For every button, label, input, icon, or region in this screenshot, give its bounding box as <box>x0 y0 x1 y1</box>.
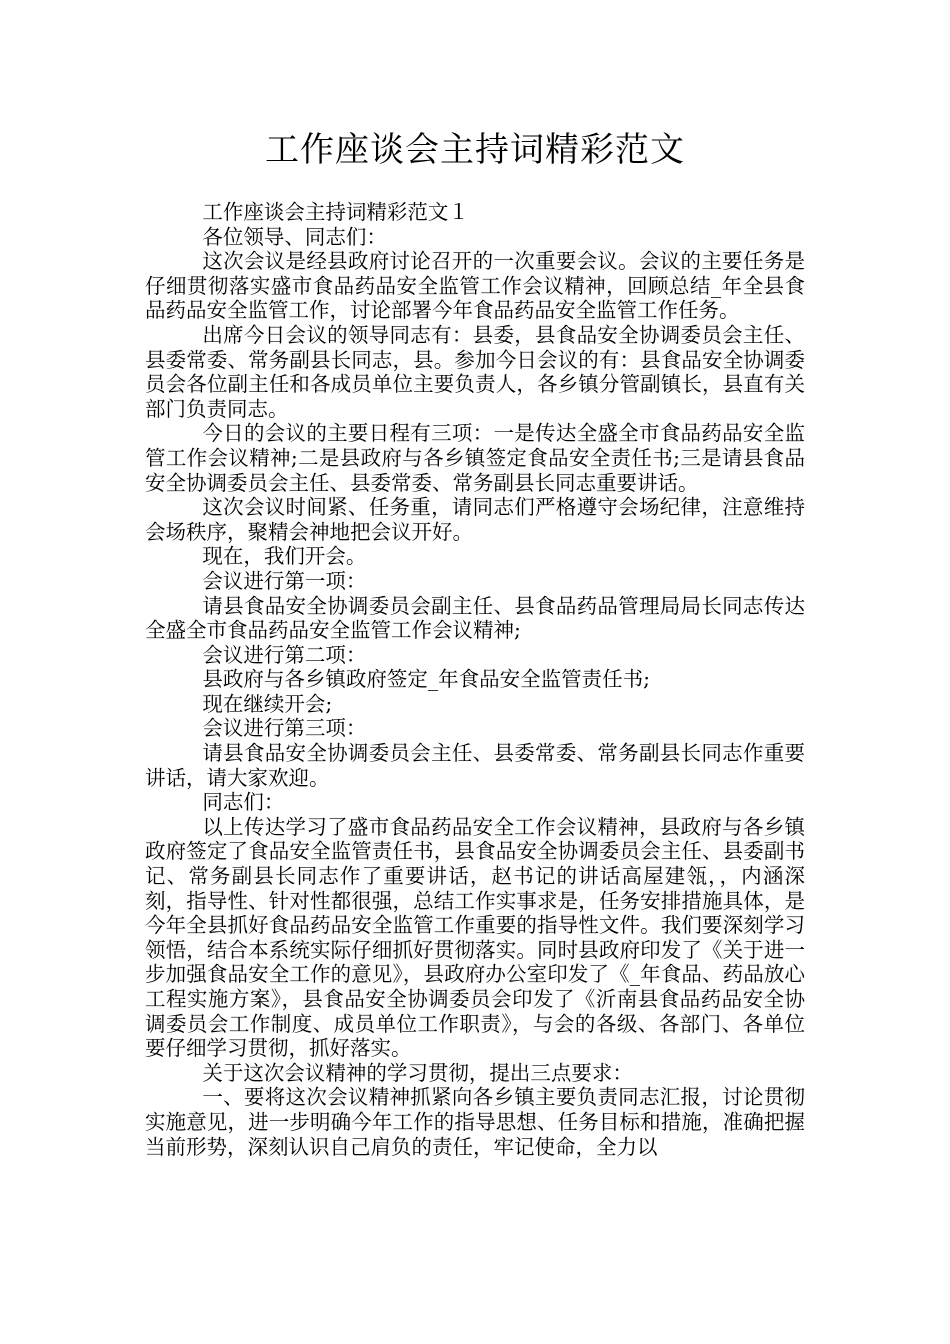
paragraph: 各位领导、同志们： <box>202 224 387 249</box>
paragraph: 县政府与各乡镇政府签定_年食品安全监管责任书; <box>202 667 651 692</box>
paragraph: 工作座谈会主持词精彩范文１ <box>202 200 469 224</box>
paragraph: 现在，我们开会。 <box>202 544 367 569</box>
paragraph: 今日的会议的主要日程有三项：一是传达全盛全市食品药品安全监管工作会议精神;二是县政府与各乡镇签定食品安全责任书;三是请县食品安全协调委员会主任、县委常委、常务副县长同志重要讲话。 <box>145 421 805 495</box>
paragraph: 同志们： <box>202 790 285 815</box>
paragraph: 一、要将这次会议精神抓紧向各乡镇主要负责同志汇报，讨论贯彻实施意见，进一步明确今年工作的指导思想、任务目标和措施，准确把握当前形势，深刻认识自己肩负的责任，牢记使命，全力以 <box>145 1085 805 1159</box>
paragraph: 会议进行第一项： <box>202 568 367 593</box>
paragraph: 这次会议是经县政府讨论召开的一次重要会议。会议的主要任务是仔细贯彻落实盛市食品药品安全监管工作会议精神，回顾总结_年全县食品药品安全监管工作，讨论部署今年食品药品安全监管工作任务。 <box>145 249 805 323</box>
paragraph: 请县食品安全协调委员会副主任、县食品药品管理局局长同志传达全盛全市食品药品安全监管工作会议精神; <box>145 593 805 643</box>
paragraph: 这次会议时间紧、任务重，请同志们严格遵守会场纪律，注意维持会场秩序，聚精会神地把会议开好。 <box>145 495 805 544</box>
paragraph: 会议进行第三项： <box>202 716 367 741</box>
document-body <box>145 200 805 1159</box>
paragraph: 请县食品安全协调委员会主任、县委常委、常务副县长同志作重要讲话，请大家欢迎。 <box>145 741 805 790</box>
paragraph: 出席今日会议的领导同志有：县委，县食品安全协调委员会主任、县委常委、常务副县长同志，县。参加今日会议的有：县食品安全协调委员会各位副主任和各成员单位主要负责人，各乡镇分管副镇长，县直有关部门负责同志。 <box>145 322 805 421</box>
paragraph: 以上传达学习了盛市食品药品安全工作会议精神，县政府与各乡镇政府签定了食品安全监管责任书，县食品安全协调委员会主任、县委副书记、常务副县长同志作了重要讲话，赵书记的讲话高屋建瓴，，内涵深刻，指导性、针对性都很强，总结工作实事求是，任务安排措施具体，是今年全县抓好食品药品安全监管工作重要的指导性文件。我们要深刻学习领悟，结合本系统实际仔细抓好贯彻落实。同时县政府印发了《关于进一步加强食品安全工作的意见》，县政府办公室印发了《_年食品、药品放心工程实施方案》，县食品安全协调委员会印发了《沂南县食品药品安全协调委员会工作制度、成员单位工作职责》，与会的各级、各部门、各单位要仔细学习贯彻，抓好落实。 <box>145 814 805 1061</box>
document-title: 工作座谈会主持词精彩范文 <box>265 130 685 170</box>
paragraph: 关于这次会议精神的学习贯彻，提出三点要求： <box>202 1060 633 1085</box>
paragraph: 会议进行第二项： <box>202 642 367 667</box>
paragraph: 现在继续开会; <box>202 691 333 716</box>
